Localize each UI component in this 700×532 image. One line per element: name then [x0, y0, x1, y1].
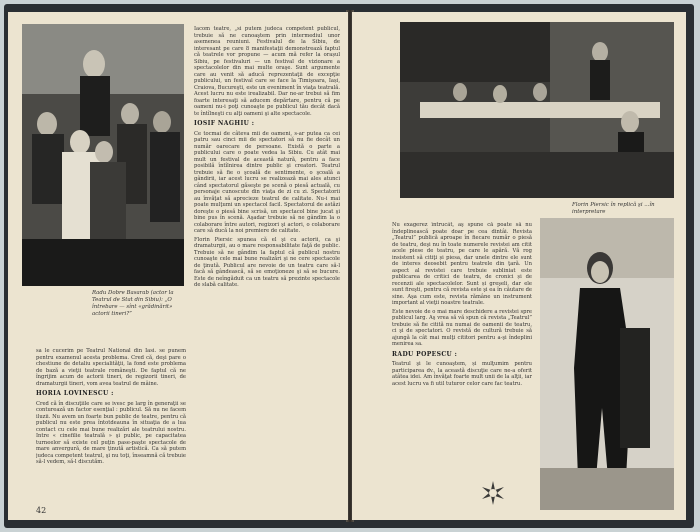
- photo-caption: Radu Dobre Basarab (actor la Teatrul de Stat din Sibiu): „O întrebare — sînt «grădinărit» actorii tineri?”: [92, 290, 174, 317]
- page-number: 42: [36, 506, 47, 515]
- heading-horia-lovinescu: HORIA LOVINESCU :: [36, 390, 114, 397]
- audience-photo-drawing: [22, 24, 184, 286]
- audience-photo: [22, 24, 184, 286]
- stage-photo-drawing: [400, 22, 674, 198]
- column-b-intro: Iacom teatre, „si putem judeca competent publicul, trebuie să ne cunoaştem prin intermediul unor asemenea reuniuni. Festivalul de la Sibiu, de interesant pe care 8 manifestaţii demonstrează faptul că teatrele vor propune — acum mă refer la orașul Sibiu, pe festivaluri — un festival de vizionare a spectacolelor din mai multe oraşe. Sunt argumente care au venit să aducă reprezentaţii de excepţie publicului, un festival care se face la Timişoara, Iași, Craiova, Bucureşti, este un eveniment în viaţa teatrală. Acest lucru nu este irealizabil. Dar ne-ar trebui să fim foarte interesaţi să aducem depărtare, pentru că pe oameni nu-i poţi cunoaşte pe publicul tău decât dacă te întîlneşti cu alţi oameni şi alte spectacole.: [194, 26, 340, 117]
- magazine-star-emblem: [480, 480, 506, 506]
- right-caption: Florin Piersic în replică şi ...în interpretare: [572, 202, 655, 215]
- column-b-body: Ce tocmai de câteva mii de oameni, s-ar putea ca cei patru sau cinci mii de spectatori să nu fie decât un număr oarecare de persoane. Există o parte a publicului care o poate vedea la Sibiu. Cu atât mai mult un festival de această natură, pentru a face posibilă întîlnirea dintre public şi creatori. Teatrul trebuie să fie o şcoală de sentimente, o şcoală a gândirii, iar acest lucru se realizează mai ales atunci când spectatorul găseşte pe scenă o piesă actuală, cu personaje cunoscute din viaţa de zi cu zi. Spectatorii au învăţat să aprecieze teatrul de calitate. Nu-i mai poate mulţumi un spectacol facil. Spectatorul de astăzi doreşte o piesă bine scrisă, un spectacol bine jucat şi bine pus în scenă. Aşadar trebuie să ne gândim la o colaborare între autori, regizori şi actori, o colaborare care să ducă la noi premiere de calitate.: [194, 130, 340, 234]
- column-c-body: Este nevoie de o mai mare deschidere a revistei spre publicul larg. Aş vrea să vă spun că revista „Teatrul” trebuie să fie citită nu numai de oamenii de teatru, ci şi de spectatori. O revistă de cultură trebuie să ajungă la cât mai mulţi cititori pentru a-şi îndeplini menirea sa.: [392, 308, 532, 347]
- stage-photo: [400, 22, 674, 198]
- heading-iosif-naghiu: IOSIF NAGHIU :: [194, 120, 255, 127]
- column-c-intro: Nu exagerez întrucât, aş spune că poate să nu îndeplinească poate doar pe cea dintâi. Revista „Teatrul” publică aproape în fiecare număr o piesă de teatru, deşi nu în toate numerele revistei am citit acele piese de teatru, pe care le apără. Vă rog insistent să citiţi și piesa, dar unele dintre ele sunt de interes deosebit pentru teatrele din ţară. Un aspect al revistei care trebuie subliniat este publicarea de critici de teatru, de cronici și de recenzii ale spectacolelor. Sunt și greşeli, dar ele sunt fireşti, pentru că revista este şi ea în căutare de sine. Aşa cum este, revista rămâne un instrument important al vieţii noastre teatrale.: [392, 222, 532, 306]
- right-page: [352, 12, 686, 520]
- column-c-tail: Teatrul şi le cunoaştem, și mulţumim pentru participarea dv., la această discuţie care ne-a oferit atâtea idei. Am învăţat foarte mult unii de la alţii, iar acest lucru va fi util tuturor celor care fac teatru.: [392, 361, 532, 387]
- left-column-a: [36, 348, 186, 500]
- left-page: [8, 12, 348, 520]
- actor-photo: [540, 218, 674, 510]
- left-column-b: [194, 26, 340, 504]
- column-b-tail: Florin Piersic spunea că el şi cu actorii, ca şi dramaturgii, au o mare responsabilitate faţă de public. Trebuie să ne gândim la faptul că publicul nostru cunoaşte cele mai bune realizări şi ne cere spectacole de ţinută. Publicul are nevoie de un teatru care să-l facă să gândească, să se emoţioneze şi să se bucure. Este de neîngăduit ca un teatru să prezinte spectacole de slabă calitate.: [194, 236, 340, 288]
- right-column-c: [392, 222, 532, 512]
- actor-photo-drawing: [540, 218, 674, 510]
- heading-radu-popescu: RADU POPESCU :: [392, 350, 458, 358]
- column-a-intro: sa le cucerim pe Teatrul National din Iasi. se punem pentru examenul acesta problema. Cred că, deşi pare o chestiune de detaliu specialităţii, la fond este problema de bază a vieţii teatrale româneşti. De faptul că ne îngrijim acum de actorii tineri, de regizorii tineri, de dramaturgii tineri, vom avea teatrul de mâine.: [36, 348, 186, 387]
- column-a-body: Cred că în discuţiile care se ivesc pe larg în generaţii se conturează un factor esenţial : publicul. Să nu ne facem iluzii. Nu avem un foarte bun public de teatre, pentru că publicul nu este prea întotdeauna în situaţia de a lua contact cu cele mai bune realizări ale teatrului nostru. Intre « cinefilie teatrală » şi public, pe capacitatea turneelor să existe cel puţin pase-paşte spectacole de mare anvergură, de mare ţinută artistică. Ca să putem judeca competent teatrul, şi nu toţi, înseamnă că trebuie să-l vedem, să-l discutăm.: [36, 400, 186, 465]
